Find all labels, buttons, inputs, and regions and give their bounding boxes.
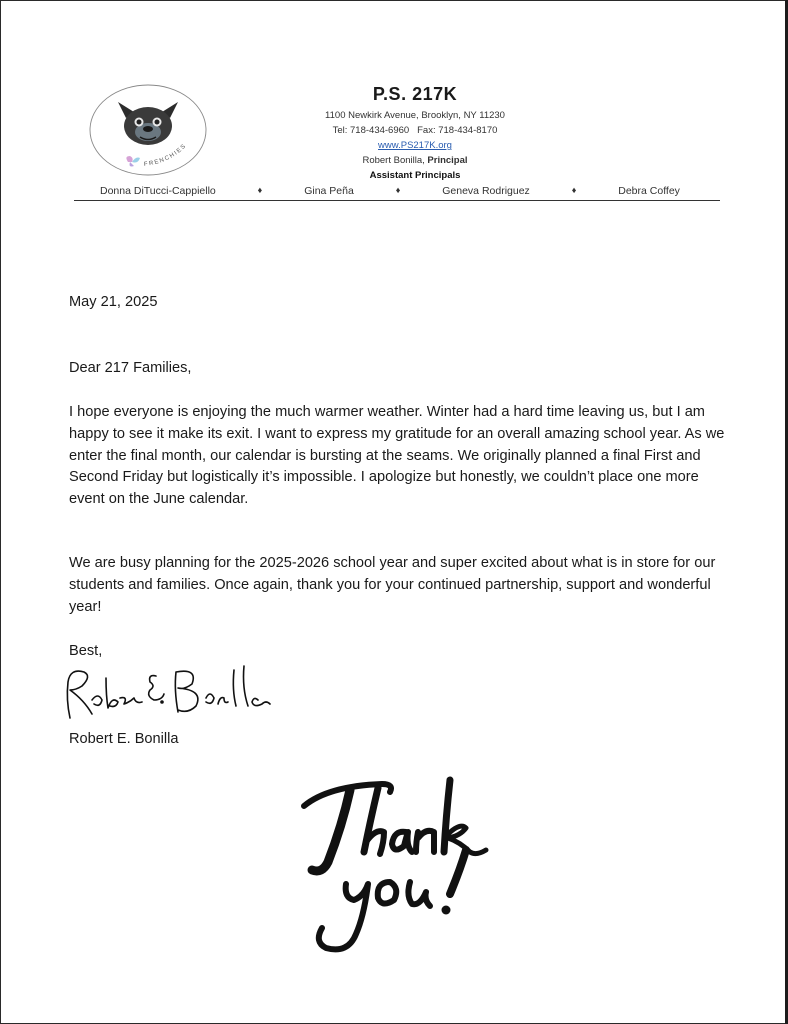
assistant-principal: Geneva Rodriguez [442,185,530,197]
principal-line [250,155,580,166]
body-paragraph-2: We are busy planning for the 2025-2026 school year and super excited about what is in store for our students and families. Once again, thank you for your continued partnership, support and wonderful year! [69,555,716,615]
closing: Best, [69,643,103,659]
school-logo [88,82,210,178]
separator-bullet: ♦ [395,185,401,195]
salutation: Dear 217 Families, [69,360,192,376]
separator-bullet: ♦ [257,185,263,195]
principal-title: Principal [427,155,468,166]
assistant-principal: Gina Peña [304,185,354,197]
separator-bullet: ♦ [571,185,577,195]
phone-number: Tel: 718-434-6960 [332,125,410,136]
header-divider [74,200,720,201]
signer-name: Robert E. Bonilla [69,731,179,747]
website-line [250,140,580,151]
logo-text: FRENCHIES [143,142,189,169]
fax-number: Fax: 718-434-8170 [417,125,498,136]
letter-date: May 21, 2025 [69,294,158,310]
thank-you-graphic [298,766,498,960]
school-address: 1100 Newkirk Avenue, Brooklyn, NY 11230 [325,110,505,121]
handwritten-signature [58,660,290,728]
contact-numbers [250,125,580,136]
svg-text:FRENCHIES [144,143,188,168]
assistant-principal: Debra Coffey [618,185,680,197]
body-paragraph-1: I hope everyone is enjoying the much warmer weather. Winter had a hard time leaving us, but I am happy to see it make its exit. I want to express my gratitude for an overall amazing school year. As we enter the final month, our calendar is bursting at the seams. We originally planned a final First and Second Friday but logistically it’s impossible. I apologize but honestly, we couldn’t place one more event on the June calendar. [69,404,725,508]
principal-name: Robert Bonilla, [362,155,428,166]
website-link[interactable]: www.PS217K.org [378,140,452,151]
school-name: P.S. 217K [372,84,458,104]
assistant-principal: Donna DiTucci-Cappiello [100,185,216,197]
assistant-principals-list [100,185,680,197]
assistant-principals-label: Assistant Principals [369,170,461,181]
